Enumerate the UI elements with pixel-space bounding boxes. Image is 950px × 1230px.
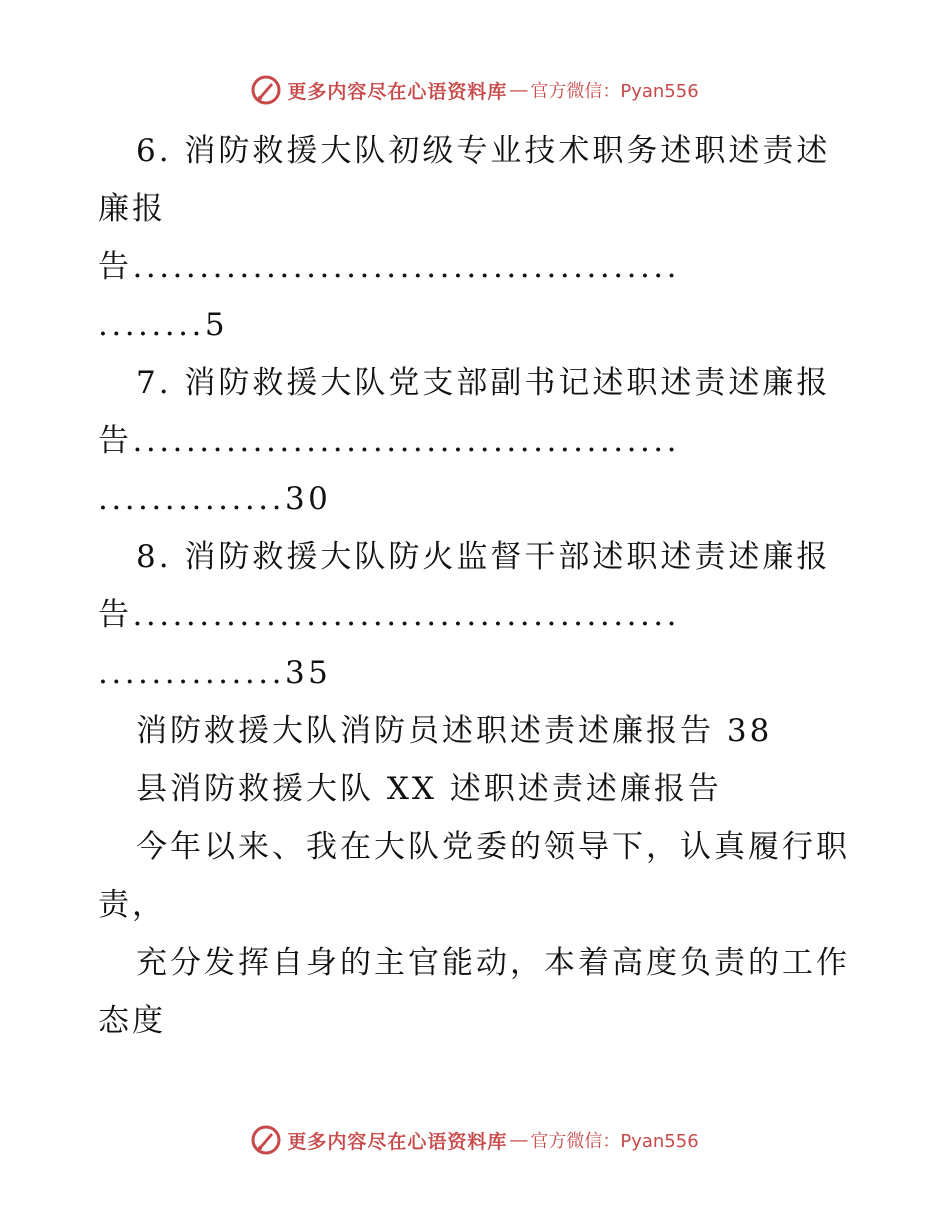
banner-dash: — [509, 1129, 529, 1151]
report-heading: 县消防救援大队 XX 述职述责述廉报告 [136, 771, 722, 807]
toc-line: 告......................................... [98, 597, 681, 633]
toc-line: 7. 消防救援大队党支部副书记述职述责述廉报 [136, 365, 831, 401]
toc-line: 告......................................... [98, 423, 681, 459]
banner-wechat: 官方微信：Pyan556 [530, 1131, 699, 1152]
banner-brand: 更多内容尽在心语资料库 [287, 80, 508, 103]
paragraph-line: 态度 [98, 1003, 166, 1039]
toc-line: 8. 消防救援大队防火监督干部述职述责述廉报 [136, 539, 831, 575]
paragraph-line: 今年以来、我在大队党委的领导下，认真履行职 [136, 829, 850, 865]
quill-logo-icon [251, 75, 281, 105]
paragraph-line: 责， [98, 887, 166, 923]
document-body [98, 122, 858, 1050]
toc-page-number: ..............30 [98, 481, 332, 517]
header-banner [0, 70, 950, 110]
toc-page-number: ..............35 [98, 655, 332, 691]
toc-entry-9 [98, 702, 858, 760]
toc-line: 廉报 [98, 191, 166, 227]
banner-dash: — [509, 79, 529, 101]
quill-logo-icon [251, 1125, 281, 1155]
banner-wechat: 官方微信：Pyan556 [530, 81, 699, 102]
footer-banner [0, 1120, 950, 1160]
toc-line: 消防救援大队消防员述职述责述廉报告 38 [136, 713, 773, 749]
toc-line: 告......................................... [98, 249, 681, 285]
toc-entry-6 [98, 122, 858, 354]
banner-brand: 更多内容尽在心语资料库 [287, 1130, 508, 1153]
toc-entry-7 [98, 354, 858, 528]
toc-line: 6. 消防救援大队初级专业技术职务述职述责述 [136, 133, 831, 169]
toc-page-number: ........5 [98, 307, 229, 343]
paragraph-line: 充分发挥自身的主官能动，本着高度负责的工作 [136, 945, 850, 981]
toc-entry-8 [98, 528, 858, 702]
